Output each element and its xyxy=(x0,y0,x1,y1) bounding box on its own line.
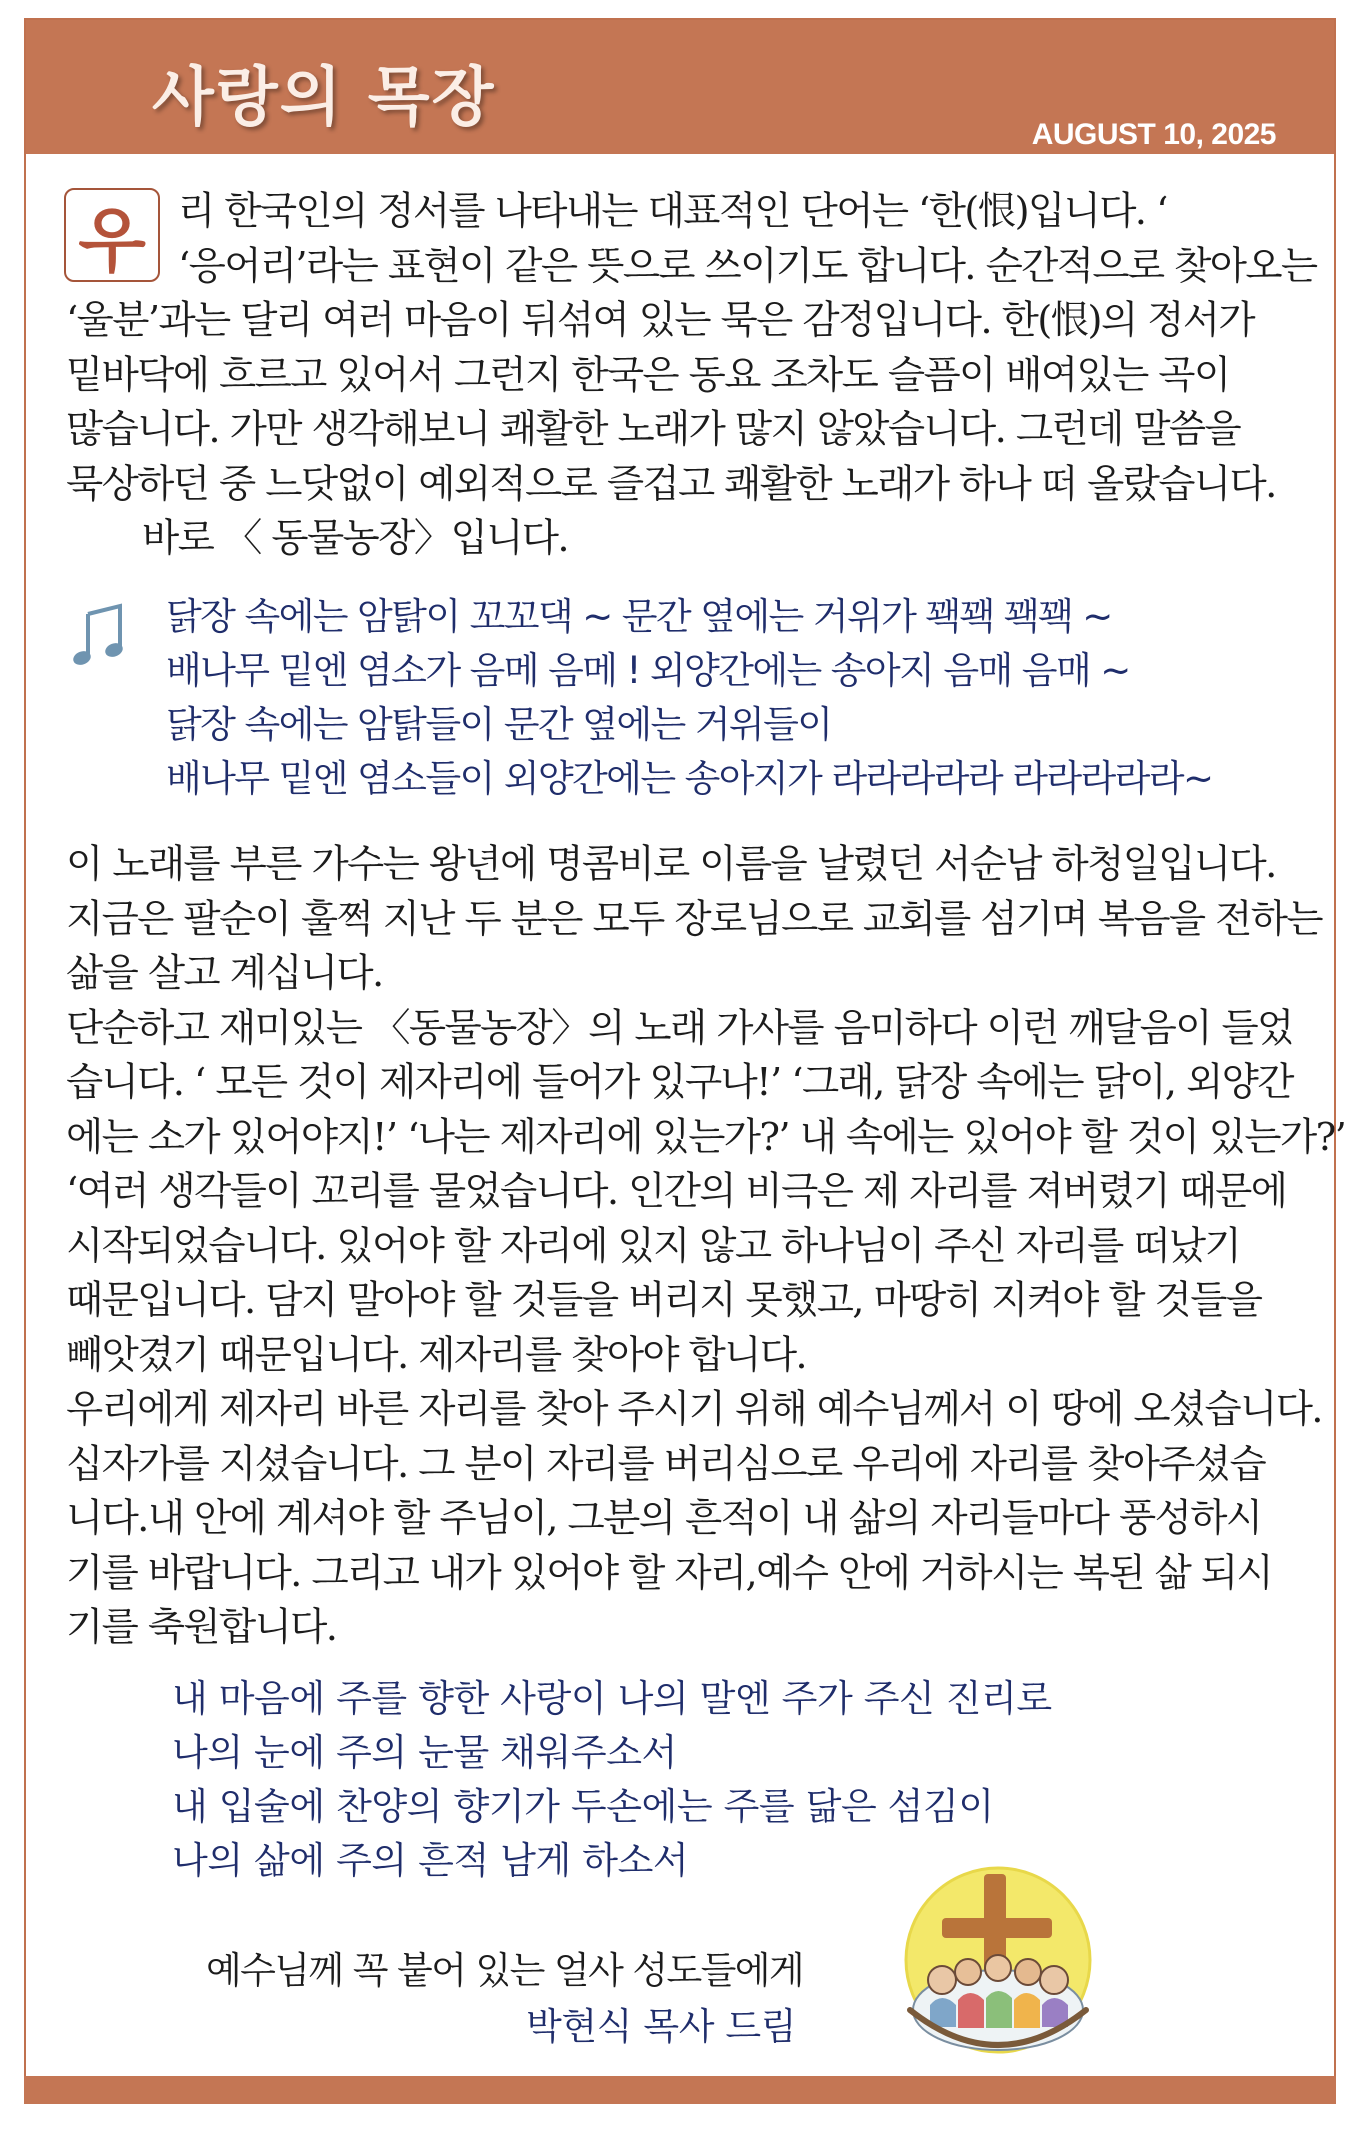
pastor-signature: 박현식 목사 드림 xyxy=(526,2005,797,2048)
body-line: 단순하고 재미있는 〈동물농장〉의 노래 가사를 음미하다 이런 깨달음이 들었 xyxy=(66,1005,1293,1051)
body-line: 습니다. ‘ 모든 것이 제자리에 들어가 있구나!’ ‘그래, 닭장 속에는 닭이, 외양간 xyxy=(66,1060,1293,1105)
footer-bar xyxy=(24,2076,1336,2104)
drop-cap: 우 xyxy=(64,188,160,282)
issue-date: AUGUST 10, 2025 xyxy=(1031,118,1276,151)
song-line: 닭장 속에는 암탉이 꼬꼬댁 ~ 문간 옆에는 거위가 꽥꽥 꽥꽥 ~ xyxy=(166,595,1112,638)
body-line: 니다.내 안에 계셔야 할 주님이, 그분의 흔적이 내 삶의 자리들마다 풍성하시 xyxy=(66,1496,1262,1541)
body-line: 에는 소가 있어야지!’ ‘나는 제자리에 있는가?’ 내 속에는 있어야 할 것이 있는가?’ xyxy=(66,1114,1346,1160)
hymn-line: 나의 삶에 주의 흔적 남게 하소서 xyxy=(172,1839,689,1882)
intro-line: 많습니다. 가만 생각해보니 쾌활한 노래가 많지 않았습니다. 그런데 말씀을 xyxy=(66,407,1241,452)
body-line: 우리에게 제자리 바른 자리를 찾아 주시기 위해 예수님께서 이 땅에 오셨습니다. xyxy=(66,1387,1322,1432)
body-line: 빼앗겼기 때문입니다. 제자리를 찾아야 합니다. xyxy=(66,1332,807,1378)
body-line: 이 노래를 부른 가수는 왕년에 명콤비로 이름을 날렸던 서순남 하청일입니다. xyxy=(66,842,1276,887)
hymn-lyrics xyxy=(172,1672,1272,1888)
hymn-line: 내 입술에 찬양의 향기가 두손에는 주를 닮은 섬김이 xyxy=(172,1785,994,1828)
body-line: 삶을 살고 계십니다. xyxy=(66,951,383,996)
intro-line: 바로 〈 동물농장〉입니다. xyxy=(142,516,569,561)
hymn-line: 내 마음에 주를 향한 사랑이 나의 말엔 주가 주신 진리로 xyxy=(172,1677,1052,1720)
page-title: 사랑의 목장 xyxy=(152,61,496,135)
body-line: ‘여러 생각들이 꼬리를 물었습니다. 인간의 비극은 제 자리를 져버렸기 때문에 xyxy=(66,1169,1287,1214)
body-line: 기를 축원합니다. xyxy=(66,1605,337,1650)
body-line: 지금은 팔순이 훌쩍 지난 두 분은 모두 장로님으로 교회를 섬기며 복음을 전하는 xyxy=(66,896,1322,942)
intro-paragraph xyxy=(66,185,1316,567)
body-paragraph xyxy=(66,838,1346,1656)
body-line: 때문입니다. 담지 말아야 할 것들을 버리지 못했고, 마땅히 지켜야 할 것들을 xyxy=(66,1278,1262,1323)
intro-line: 리 한국인의 정서를 나타내는 대표적인 단어는 ‘한(恨)입니다. ‘ xyxy=(178,189,1167,234)
intro-line: ‘응어리’라는 표현이 같은 뜻으로 쓰이기도 합니다. 순간적으로 찾아오는 xyxy=(178,243,1317,289)
song-lyrics xyxy=(166,590,1286,806)
closing-greeting: 예수님께 꼭 붙어 있는 얼사 성도들에게 xyxy=(206,1949,804,1992)
intro-line: 묵상하던 중 느닷없이 예외적으로 즐겁고 쾌활한 노래가 하나 떠 올랐습니다. xyxy=(66,461,1276,507)
body-line: 기를 바랍니다. 그리고 내가 있어야 할 자리,예수 안에 거하시는 복된 삶 되시 xyxy=(66,1550,1273,1596)
song-line: 배나무 밑엔 염소가 음메 음메 ! 외양간에는 송아지 음매 음매 ~ xyxy=(166,649,1130,692)
song-line: 닭장 속에는 암탉들이 문간 옆에는 거위들이 xyxy=(166,703,832,746)
music-note-icon xyxy=(70,600,130,670)
intro-line: 밑바닥에 흐르고 있어서 그런지 한국은 동요 조차도 슬픔이 배여있는 곡이 xyxy=(66,352,1230,398)
body-line: 십자가를 지셨습니다. 그 분이 자리를 버리심으로 우리에 자리를 찾아주셨습 xyxy=(66,1441,1266,1487)
song-line: 배나무 밑엔 염소들이 외양간에는 송아지가 라라라라라 라라라라라~ xyxy=(166,757,1213,800)
intro-line: ‘울분’과는 달리 여러 마음이 뒤섞여 있는 묵은 감정입니다. 한(恨)의 정서가 xyxy=(66,298,1254,343)
body-line: 시작되었습니다. 있어야 할 자리에 있지 않고 하나님이 주신 자리를 떠났기 xyxy=(66,1223,1241,1269)
hymn-line: 나의 눈에 주의 눈물 채워주소서 xyxy=(172,1731,677,1774)
cross-congregation-emblem xyxy=(880,1860,1110,2070)
